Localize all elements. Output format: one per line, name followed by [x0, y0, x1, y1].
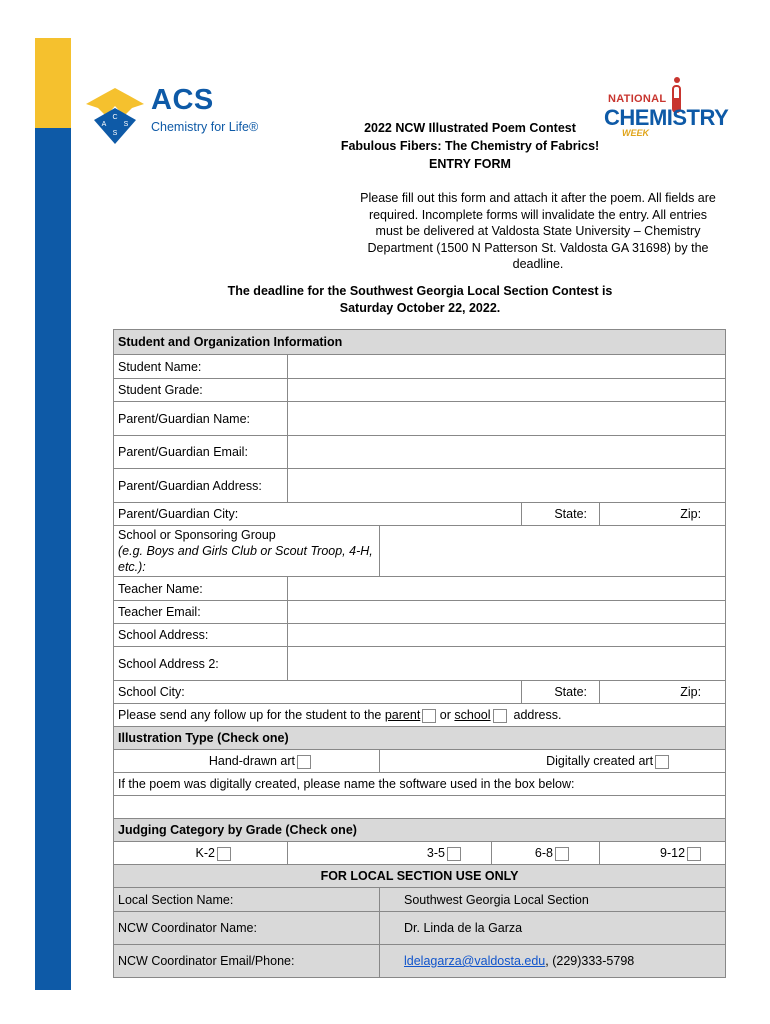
- followup-school-label: school: [454, 708, 491, 722]
- entry-form-table: [113, 329, 726, 978]
- followup-or: or: [439, 708, 451, 722]
- coordinator-name-value: Dr. Linda de la Garza: [380, 912, 726, 945]
- school-city-label: School City:: [118, 685, 185, 699]
- grade-k2-checkbox[interactable]: [217, 847, 231, 861]
- digital-option[interactable]: [380, 750, 726, 773]
- school-address-field[interactable]: [288, 624, 726, 647]
- followup-suffix: address.: [513, 708, 562, 722]
- followup-prefix: Please send any follow up for the student to the: [118, 708, 382, 722]
- guardian-address-label: Parent/Guardian Address:: [114, 469, 288, 503]
- student-name-label: Student Name:: [114, 355, 288, 379]
- grade-k2-label: K-2: [195, 846, 215, 860]
- acs-emblem-icon: [84, 86, 146, 148]
- acs-logo-tagline: Chemistry for Life®: [151, 120, 259, 134]
- grade-9-12-checkbox[interactable]: [687, 847, 701, 861]
- school-address2-field[interactable]: [288, 647, 726, 681]
- grade-6-8-option[interactable]: [492, 842, 600, 865]
- svg-text:S: S: [112, 130, 118, 137]
- school-group-label: [114, 526, 380, 577]
- local-section-label: Local Section Name:: [114, 888, 380, 912]
- school-state-label: State:: [554, 685, 587, 699]
- guardian-city-field[interactable]: [114, 503, 522, 526]
- decorative-yellow-bar: [35, 38, 71, 128]
- grade-3-5-checkbox[interactable]: [447, 847, 461, 861]
- school-zip-field[interactable]: [600, 681, 726, 704]
- grade-9-12-label: 9-12: [660, 846, 686, 860]
- coordinator-name-label: NCW Coordinator Name:: [114, 912, 380, 945]
- contest-theme: Fabulous Fibers: The Chemistry of Fabrics!: [340, 139, 600, 153]
- svg-text:A: A: [101, 121, 107, 128]
- hand-drawn-label: Hand-drawn art: [208, 754, 295, 768]
- guardian-email-label: Parent/Guardian Email:: [114, 436, 288, 469]
- section-judging-category: Judging Category by Grade (Check one): [114, 819, 726, 842]
- digital-label: Digitally created art: [546, 754, 654, 768]
- grade-k2-option[interactable]: [114, 842, 288, 865]
- followup-parent-label: parent: [384, 708, 421, 722]
- ncw-logo-national: NATIONAL: [608, 93, 667, 105]
- coordinator-contact-value: [380, 945, 726, 978]
- grade-6-8-label: 6-8: [534, 846, 553, 860]
- school-group-title: School or Sponsoring Group: [118, 528, 276, 542]
- guardian-city-label: Parent/Guardian City:: [118, 507, 239, 521]
- software-field[interactable]: [114, 796, 726, 819]
- decorative-blue-bar: [35, 128, 71, 990]
- hand-drawn-option[interactable]: [114, 750, 380, 773]
- student-grade-label: Student Grade:: [114, 379, 288, 402]
- student-grade-field[interactable]: [288, 379, 726, 402]
- section-illustration-type: Illustration Type (Check one): [114, 727, 726, 750]
- followup-school-checkbox[interactable]: [493, 709, 507, 723]
- section-local-use: FOR LOCAL SECTION USE ONLY: [114, 865, 726, 888]
- grade-3-5-label: 3-5: [426, 846, 445, 860]
- school-zip-label: Zip:: [680, 685, 702, 699]
- section-student-info: Student and Organization Information: [114, 330, 726, 355]
- deadline-notice: [190, 283, 650, 316]
- guardian-state-field[interactable]: [522, 503, 600, 526]
- deadline-line-2: Saturday October 22, 2022.: [339, 300, 501, 315]
- followup-parent-checkbox[interactable]: [422, 709, 436, 723]
- svg-text:C: C: [112, 114, 118, 121]
- grade-6-8-checkbox[interactable]: [555, 847, 569, 861]
- teacher-name-field[interactable]: [288, 577, 726, 601]
- guardian-address-field[interactable]: [288, 469, 726, 503]
- guardian-name-label: Parent/Guardian Name:: [114, 402, 288, 436]
- coordinator-email-link[interactable]: ldelagarza@valdosta.edu: [404, 954, 546, 968]
- contest-title: 2022 NCW Illustrated Poem Contest: [364, 121, 576, 135]
- grade-3-5-option[interactable]: [288, 842, 492, 865]
- teacher-email-label: Teacher Email:: [114, 601, 288, 624]
- school-city-field[interactable]: [114, 681, 522, 704]
- deadline-line-1: The deadline for the Southwest Georgia Local Section Contest is: [227, 284, 613, 298]
- ncw-logo-chemistry: CHEMISTRY: [604, 105, 729, 130]
- school-address2-label: School Address 2:: [114, 647, 288, 681]
- coordinator-phone: , (229)333-5798: [545, 954, 635, 968]
- grade-9-12-option[interactable]: [600, 842, 726, 865]
- svg-text:S: S: [123, 121, 129, 128]
- student-name-field[interactable]: [288, 355, 726, 379]
- form-title: ENTRY FORM: [429, 157, 511, 171]
- teacher-email-field[interactable]: [288, 601, 726, 624]
- software-prompt: If the poem was digitally created, please name the software used in the box below:: [114, 773, 726, 796]
- ncw-logo-week: WEEK: [622, 128, 649, 138]
- school-address-label: School Address:: [114, 624, 288, 647]
- guardian-zip-field[interactable]: [600, 503, 726, 526]
- digital-checkbox[interactable]: [655, 755, 669, 769]
- acs-logo-title: ACS: [151, 84, 214, 116]
- hand-drawn-checkbox[interactable]: [297, 755, 311, 769]
- school-state-field[interactable]: [522, 681, 600, 704]
- school-group-example: (e.g. Boys and Girls Club or Scout Troop, 4-H, etc.):: [118, 544, 373, 574]
- instructions-text: Please fill out this form and attach it after the poem. All fields are required. Incomplete forms will invalidate the entry. All entries must be delivered at Valdosta State University – Chemistry Department (1500 N Patterson St. Valdosta GA 31698) by the deadline.: [360, 191, 716, 271]
- local-section-value: Southwest Georgia Local Section: [380, 888, 726, 912]
- guardian-name-field[interactable]: [288, 402, 726, 436]
- teacher-name-label: Teacher Name:: [114, 577, 288, 601]
- guardian-state-label: State:: [554, 507, 587, 521]
- guardian-zip-label: Zip:: [680, 507, 702, 521]
- guardian-email-field[interactable]: [288, 436, 726, 469]
- school-group-field[interactable]: [380, 526, 726, 577]
- coordinator-contact-label: NCW Coordinator Email/Phone:: [114, 945, 380, 978]
- followup-row: [114, 704, 726, 727]
